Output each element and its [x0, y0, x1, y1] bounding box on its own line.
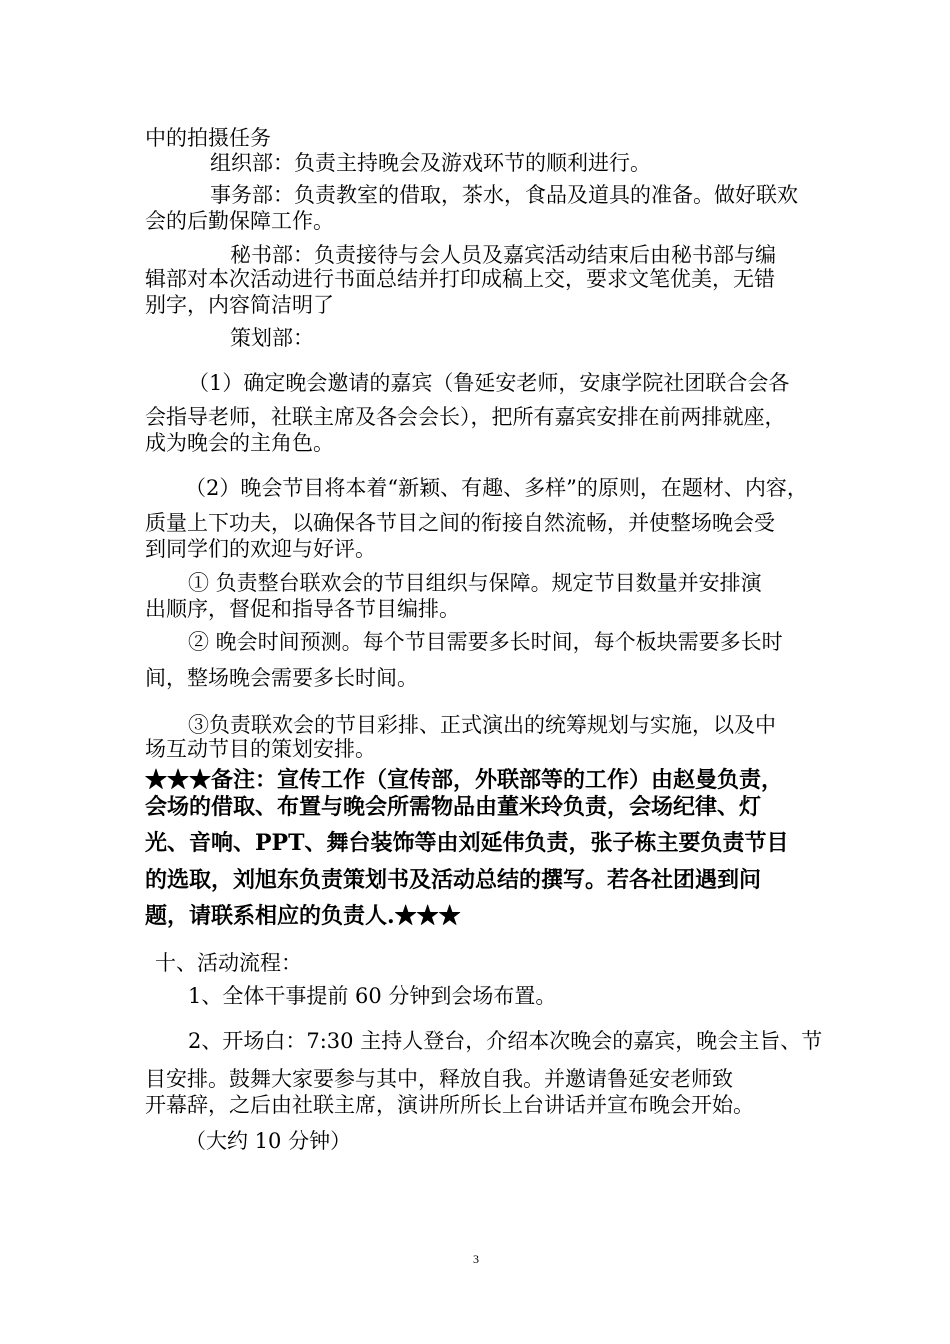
- text-line: 事务部：负责教室的借取，茶水，食品及道具的准备。做好联欢: [210, 183, 798, 207]
- section-heading: 十、活动流程：: [155, 951, 302, 975]
- text-line: 开幕辞，之后由社联主席，演讲所所长上台讲话并宣布晚会开始。: [145, 1093, 754, 1117]
- text-line: 出顺序，督促和指导各节目编排。: [145, 597, 460, 621]
- bold-note-line: 光、音响、PPT、舞台装饰等由刘延伟负责，张子栋主要负责节目: [145, 830, 789, 856]
- text-line: 间，整场晚会需要多长时间。: [145, 666, 418, 690]
- text-line: 质量上下功夫，以确保各节目之间的衔接自然流畅，并使整场晚会受: [145, 511, 775, 535]
- text-line: 目安排。鼓舞大家要参与其中，释放自我。并邀请鲁延安老师致: [145, 1067, 733, 1091]
- text-line: （大约 10 分钟）: [185, 1129, 352, 1153]
- text-line: 到同学们的欢迎与好评。: [145, 537, 376, 561]
- text-line: 场互动节目的策划安排。: [145, 737, 376, 761]
- bold-note-line: 的选取，刘旭东负责策划书及活动总结的撰写。若各社团遇到问: [145, 867, 762, 893]
- text-line: ② 晚会时间预测。每个节目需要多长时间，每个板块需要多长时: [188, 630, 783, 654]
- bold-note-line: 会场的借取、布置与晚会所需物品由董米玲负责，会场纪律、灯: [145, 794, 762, 820]
- text-line: ③负责联欢会的节目彩排、正式演出的统筹规划与实施，以及中: [188, 713, 776, 737]
- text-line: 策划部：: [230, 326, 314, 350]
- page-number: 3: [473, 1252, 479, 1266]
- text-line: ① 负责整台联欢会的节目组织与保障。规定节目数量并安排演: [188, 571, 762, 595]
- text-line: 别字，内容简洁明了: [145, 293, 334, 317]
- text-line: 会指导老师，社联主席及各会会长），把所有嘉宾安排在前两排就座，: [145, 405, 786, 429]
- text-line: 1、全体干事提前 60 分钟到会场布置。: [188, 984, 557, 1008]
- text-line: 组织部：负责主持晚会及游戏环节的顺利进行。: [210, 151, 651, 175]
- text-line: （2）晚会节目将本着“新颖、有趣、多样”的原则，在题材、内容，: [185, 476, 808, 500]
- text-line: 辑部对本次活动进行书面总结并打印成稿上交，要求文笔优美，无错: [145, 267, 775, 291]
- text-line: 2、开场白：7:30 主持人登台，介绍本次晚会的嘉宾，晚会主旨、节: [188, 1029, 823, 1053]
- bold-note-line: 题，请联系相应的负责人.★★★: [145, 903, 461, 929]
- bold-note-line: ★★★备注：宣传工作（宣传部，外联部等的工作）由赵曼负责，: [145, 767, 784, 793]
- text-line: 会的后勤保障工作。: [145, 209, 334, 233]
- text-line: 成为晚会的主角色。: [145, 431, 334, 455]
- text-line: 中的拍摄任务: [145, 126, 271, 150]
- text-line: 秘书部：负责接待与会人员及嘉宾活动结束后由秘书部与编: [230, 243, 776, 267]
- text-line: （1）确定晚会邀请的嘉宾（鲁延安老师，安康学院社团联合会各: [188, 371, 790, 395]
